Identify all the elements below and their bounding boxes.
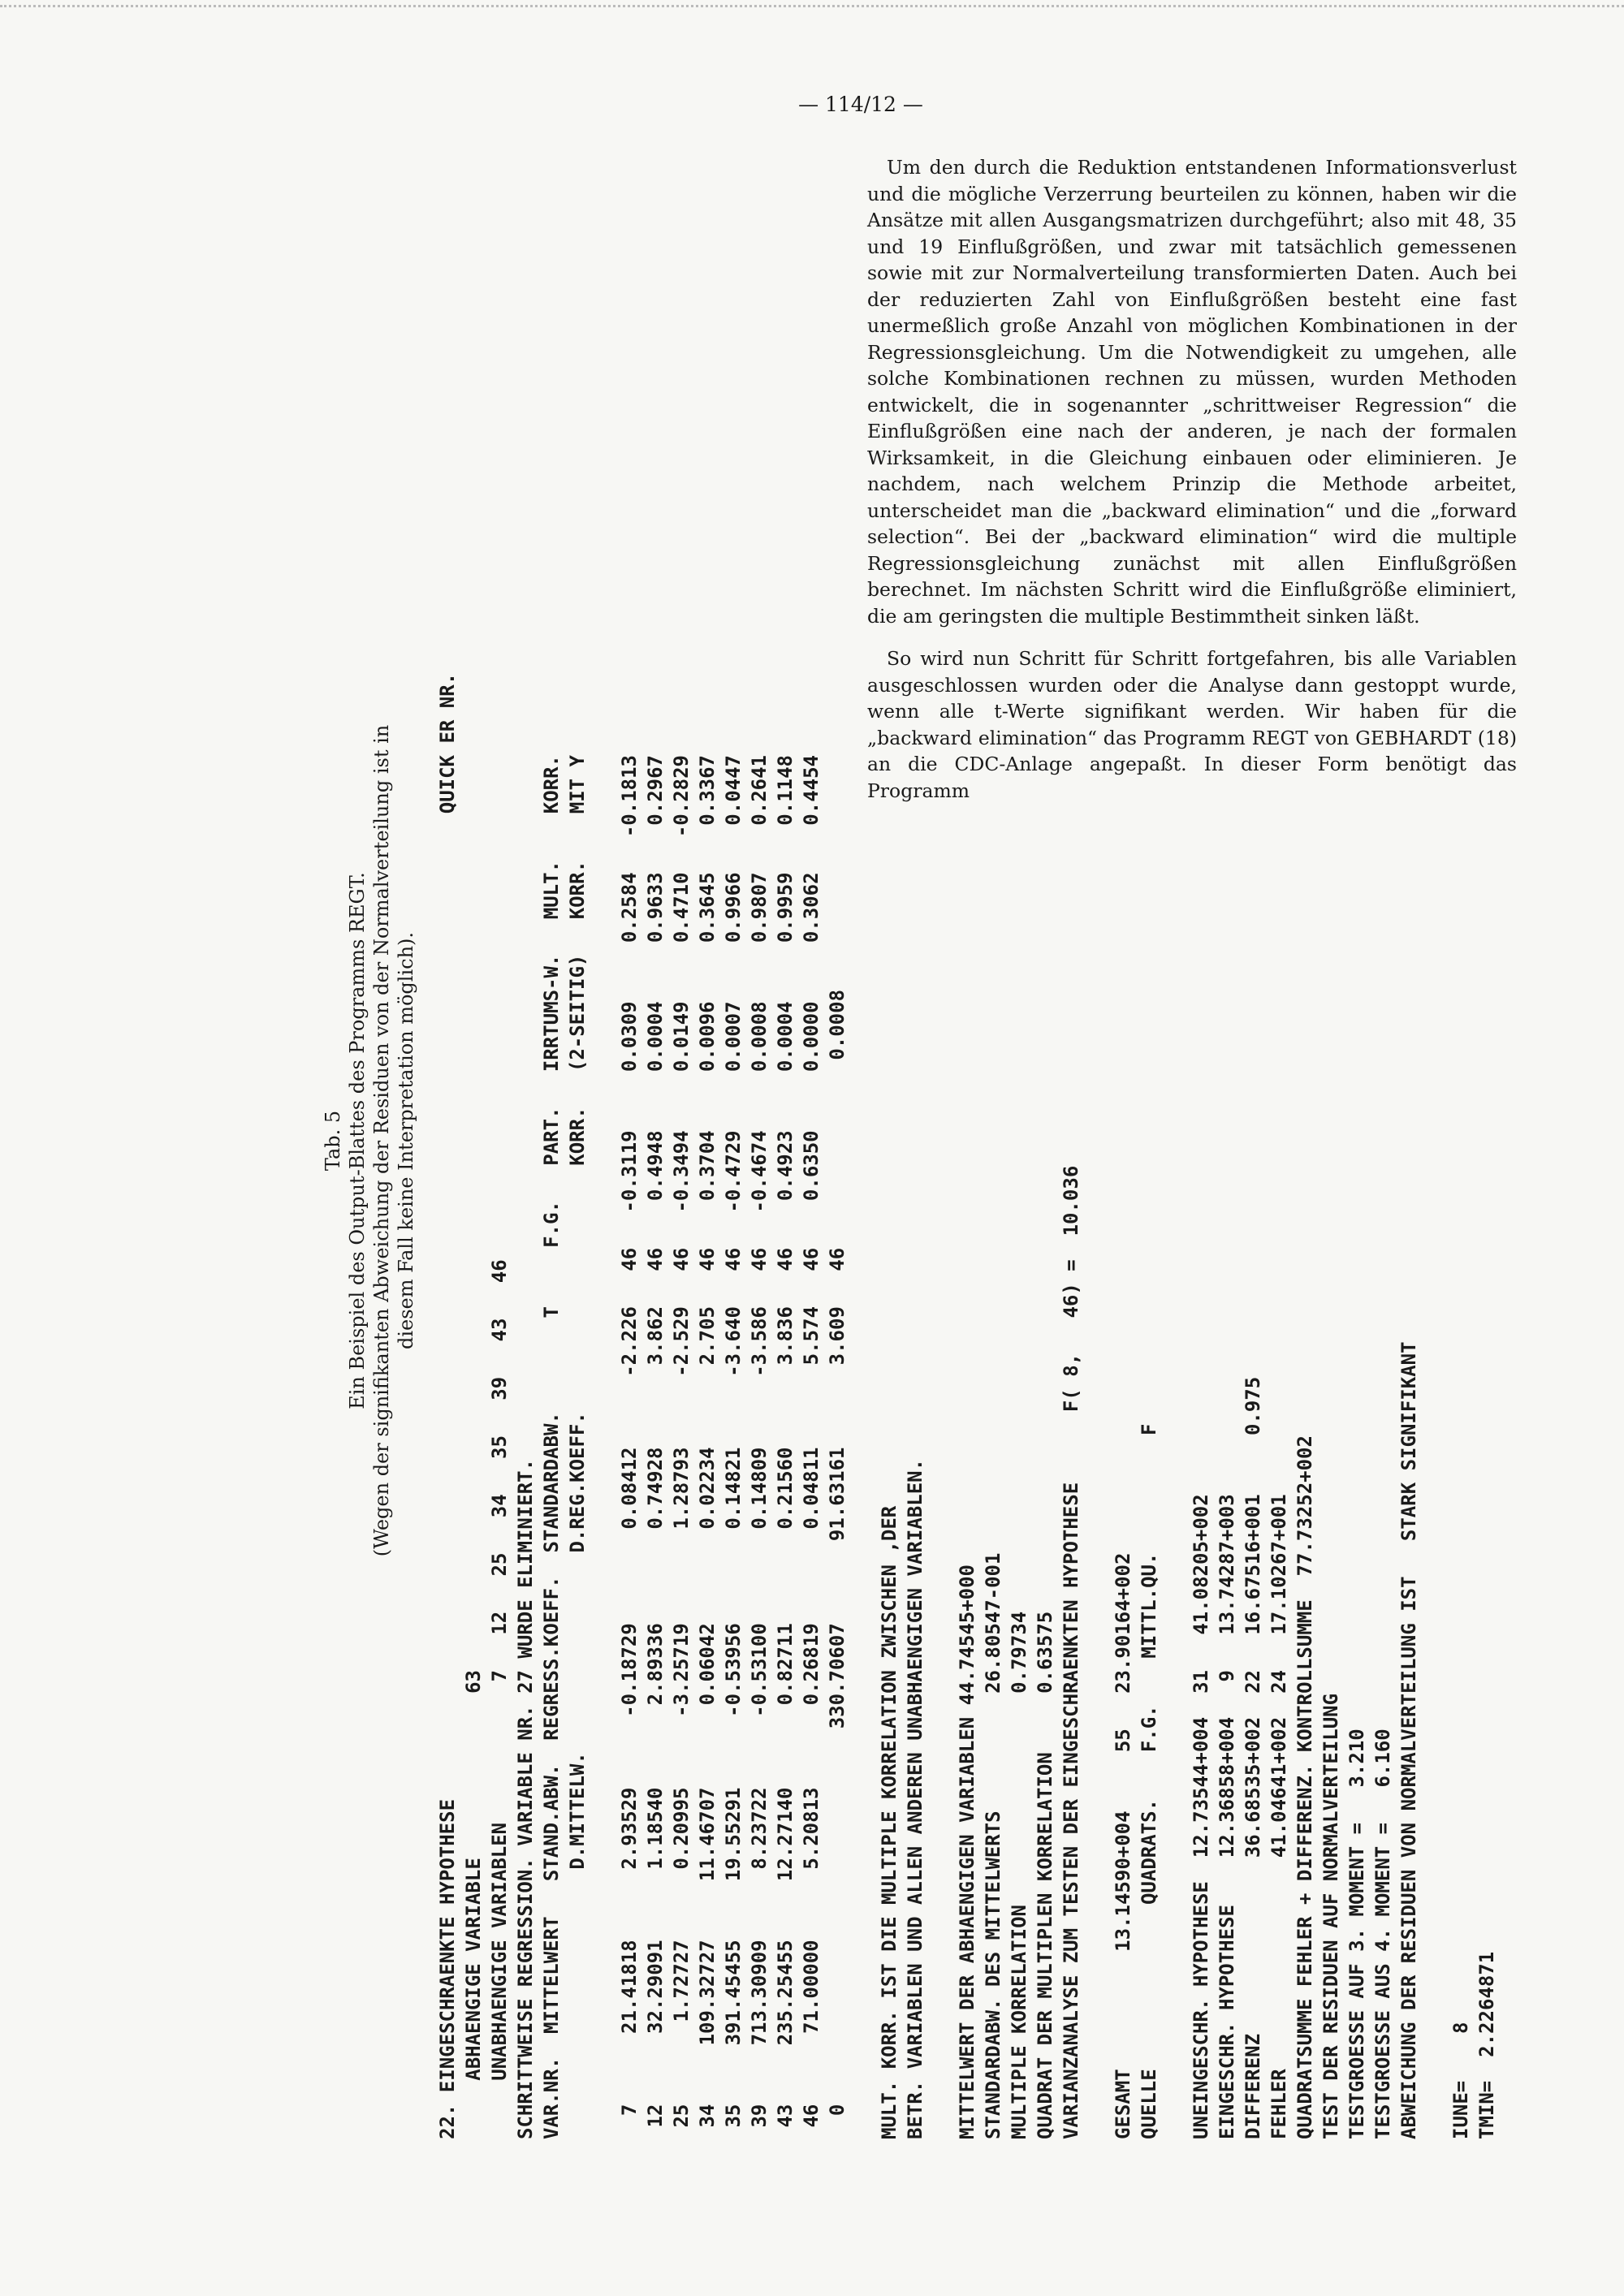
paragraph: Um den durch die Reduktion entstandenen Informationsverlust und die mögliche Verzerrung beurteilen zu können, haben wir die Ansätze mit allen Ausgangsmatrizen durchgeführt; also mit 48, 35 und 19 Einflußgrößen, und zwar mit tatsächlich gemessenen sowie mit zur Normalverteilung transformierten Daten. Auch bei der reduzierten Zahl von Einflußgrößen besteht eine fast unermeßlich große Anzahl von möglichen Kombinationen in der Regressionsgleichung. Um die Notwendigkeit zu umgehen, alle solche Kombinationen rechnen zu müssen, wurden Methoden entwickelt, die in sogenannter „schrittweiser Regression“ die Einflußgrößen eine nach der anderen, je nach der formalen Wirksamkeit, in die Gleichung einbauen oder eliminieren. Je nachdem, nach welchem Prinzip die Methode arbeitet, unterscheidet man die „backward elimination“ und die „forward selection“. Bei der „backward elimination“ wird die multiple Regressionsgleichung zunächst mit allen Einflußgrößen berechnet. Im nächsten Schritt wird die Einflußgröße eliminiert, die am geringsten die multiple Bestimmtheit sinken läßt. [867,156,1517,628]
output-line: IUNE= 8 [1449,2022,1472,2139]
output-line: 0 330.70607 91.63161 3.609 46 0.0008 [826,989,849,2139]
output-line: ABHAENGIGE VARIABLE 63 [462,1670,485,2139]
output-line: TESTGROESSE AUS 4. MOMENT = 6.160 [1371,1728,1394,2139]
caption-label: Tab. 5 [322,1110,344,1172]
output-line: 7 21.41818 2.93529 -0.18729 0.08412 -2.226 46 -0.3119 0.0309 0.2584 -0.1813 [618,754,641,2139]
output-line: QUADRATSUMME FEHLER + DIFFERENZ. KONTROLLSUMME 77.73252+002 [1294,1435,1316,2139]
page-number: — 114/12 — [798,93,923,116]
output-line: D.MITTELW. D.REG.KOEFF. KORR. (2-SEITIG) KORR. MIT Y [566,754,589,2139]
output-line: STANDARDABW. DES MITTELWERTS 26.80547-001 [982,1552,1004,2139]
output-line: TMIN= 2.2264871 [1475,1951,1498,2139]
output-line: VAR.NR. MITTELWERT STAND.ABW. REGRESS.KOEFF. STANDARDABW. T F.G. PART. IRRTUMS-W. MULT. KORR. [540,754,563,2139]
output-line: DIFFERENZ 36.68535+002 22 16.67516+001 0.975 [1242,1376,1264,2139]
output-line: MULTIPLE KORRELATION 0.79734 [1008,1611,1030,2139]
text-column [867,154,1517,820]
output-line: MULT. KORR. IST DIE MULTIPLE KORRELATION ZWISCHEN ,DER [878,1505,901,2139]
output-line: GESAMT 13.14590+004 55 23.90164+002 [1112,1552,1134,2139]
output-line: 39 713.30909 8.23722 -0.53100 0.14809 -3.586 46 -0.4674 0.0008 0.9807 0.2641 [748,754,771,2139]
output-line: 35 391.45455 19.55291 -0.53956 0.14821 -3.640 46 -0.4729 0.0007 0.9966 0.0447 [722,754,745,2139]
caption-line3: diesem Fall keine Interpretation möglich). [395,931,417,1350]
output-line [590,142,616,2139]
output-line: EINGESCHR. HYPOTHESE 12.36858+004 9 13.74287+003 [1216,1494,1238,2139]
caption-line2: (Wegen der signifikanten Abweichung der Residuen von der Normalverteilung ist in [370,724,393,1557]
output-line: 12 32.29091 1.18540 2.89336 0.74928 3.862 46 0.4948 0.0004 0.9633 0.2967 [644,754,667,2139]
output-line: FEHLER 41.04641+002 24 17.10267+001 [1268,1494,1290,2139]
output-line: MITTELWERT DER ABHAENGIGEN VARIABLEN 44.74545+000 [956,1564,978,2139]
output-line: 22. EINGESCHRAENKTE HYPOTHESE QUICK ER NR. [436,672,459,2139]
output-line: UNEINGESCHR. HYPOTHESE 12.73544+004 31 41.08205+002 [1190,1494,1212,2139]
scan-edge [0,5,1624,7]
table-caption [321,142,418,2139]
output-line: QUADRAT DER MULTIPLEN KORRELATION 0.63575 [1034,1611,1056,2139]
output-line: BETR. VARIABLEN UND ALLEN ANDEREN UNABHAENGIGEN VARIABLEN. [904,1458,926,2139]
output-line: 25 1.72727 0.20995 -3.25719 1.28793 -2.529 46 -0.3494 0.0149 0.4710 -0.2829 [670,754,693,2139]
caption-line1: Ein Beispiel des Output-Blattes des Programms REGT. [346,872,369,1409]
output-line: UNABHAENGIGE VARIABLEN 7 12 25 34 35 39 43 46 [488,1259,511,2139]
output-line: 43 235.25455 12.27140 0.82711 0.21560 3.836 46 0.4923 0.0004 0.9959 0.1148 [774,754,797,2139]
output-line: SCHRITTWEISE REGRESSION. VARIABLE NR. 27 WURDE ELIMINIERT. [514,1458,537,2139]
output-line: TEST DER RESIDUEN AUF NORMALVERTEILUNG [1320,1693,1342,2139]
output-line: VARIANZANALYSE ZUM TESTEN DER EINGESCHRAENKTEN HYPOTHESE F( 8, 46) = 10.036 [1060,1165,1082,2139]
output-line: 34 109.32727 11.46707 0.06042 0.02234 2.705 46 0.3704 0.0096 0.3645 0.3367 [696,754,719,2139]
output-line: QUELLE QUADRATS. F.G. MITTL.QU. F [1138,1423,1160,2139]
paragraph: So wird nun Schritt für Schritt fortgefahren, bis alle Variablen ausgeschlossen wurden oder die Analyse dann gestoppt wurde, wenn alle t-Werte signifikant werden. Wir haben für die „backward elimination“ das Programm REGT von GEBHARDT (18) an die CDC-Anlage angepaßt. In dieser Form benötigt das Programm [867,647,1517,802]
output-line: 46 71.00000 5.20813 0.26819 0.04811 5.574 46 0.6350 0.0000 0.3062 0.4454 [800,754,823,2139]
output-line: ABWEICHUNG DER RESIDUEN VON NORMALVERTEILUNG IST STARK SIGNIFIKANT [1397,1341,1420,2139]
output-line: TESTGROESSE AUF 3. MOMENT = 3.210 [1345,1728,1368,2139]
